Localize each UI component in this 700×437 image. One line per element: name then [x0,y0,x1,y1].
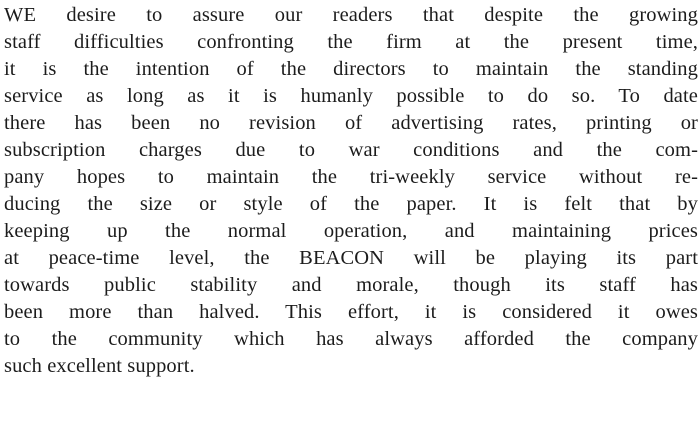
article-line: it is the intention of the directors to maintain the standing [4,58,698,80]
article-line: at peace-time level, the BEACON will be playing its part [4,247,698,269]
article-line: pany hopes to maintain the tri-weekly service without re- [4,166,698,188]
article-line: been more than halved. This effort, it is considered it owes [4,301,698,323]
article-line: there has been no revision of advertising rates, printing or [4,112,698,134]
article-line: to the community which has always afforded the company [4,328,698,350]
article-line: service as long as it is humanly possible to do so. To date [4,85,698,107]
article-line: such excellent support. [4,355,195,377]
article-line: staff difficulties confronting the firm at the present time, [4,31,698,53]
article-line: WE desire to assure our readers that despite the growing [4,4,698,26]
article-line: keeping up the normal operation, and maintaining prices [4,220,698,242]
article-line: subscription charges due to war conditions and the com- [4,139,698,161]
article-paragraph [4,2,698,380]
article-line: towards public stability and morale, though its staff has [4,274,698,296]
article-line: ducing the size or style of the paper. It is felt that by [4,193,698,215]
